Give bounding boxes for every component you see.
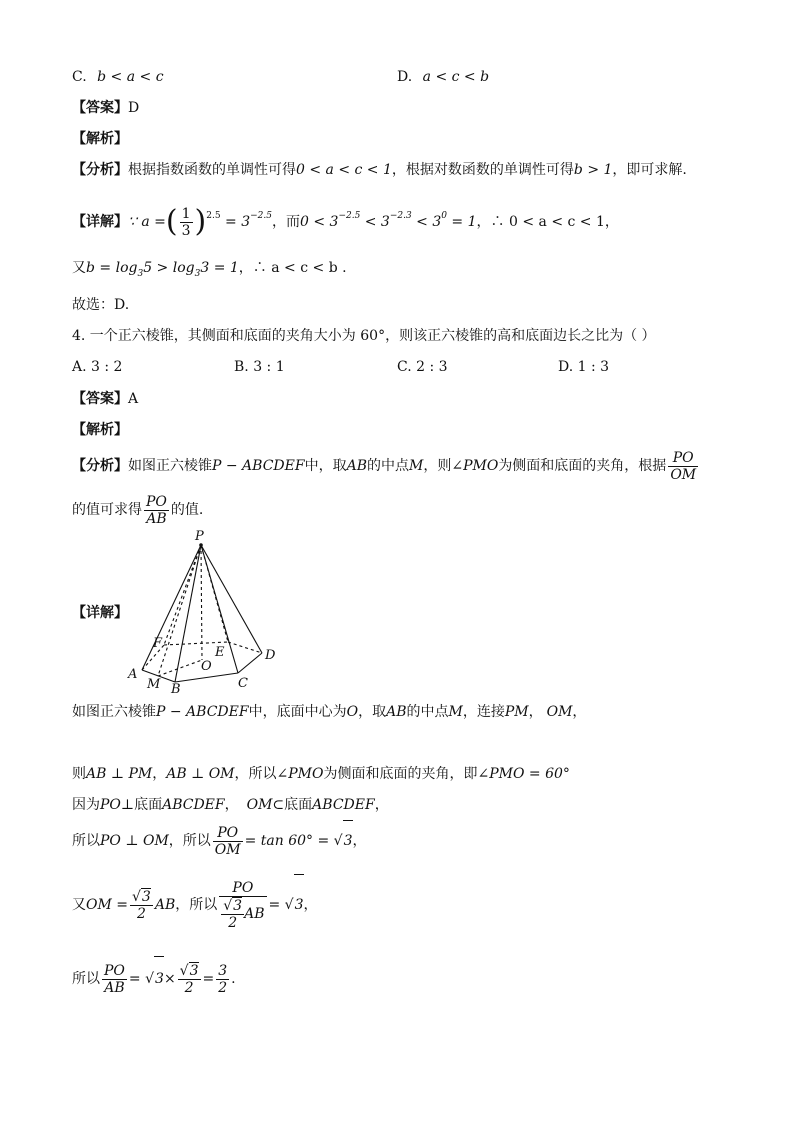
fenxi-math: M [409, 458, 424, 474]
fenxi-text: 如图正六棱锥 [128, 458, 212, 474]
q4-detail-line-1 [72, 702, 586, 722]
q4-detail-line-5: 又OM = $\frac{√3}{2}$ AB，所以 PO $\frac{√3}{2}$ AB = √3， [72, 874, 318, 935]
fraction-po-ab: $\frac{PO}{AB}$ [146, 493, 167, 527]
fenxi-tag: 【分析】 [72, 458, 128, 474]
answer-value: D [128, 100, 140, 116]
detail-math: PM [504, 704, 529, 720]
sqrt-value: 3 [294, 874, 304, 935]
detail-text: 因为 [72, 797, 100, 813]
fraction-po-om: $\frac{PO}{OM}$ [214, 824, 241, 858]
detail-math: OM [246, 797, 273, 813]
label-m: M [147, 677, 161, 692]
fenxi-math: AB [346, 458, 367, 474]
detail-math: O [346, 704, 359, 720]
sqrt-value: 3 [343, 820, 353, 861]
detail-text: ， [374, 797, 389, 813]
detail-math: M [448, 704, 463, 720]
fenxi-math: 0 < a < c < 1 [296, 162, 392, 178]
detail-text: ， [352, 833, 367, 849]
detail-text: ， [528, 704, 543, 720]
q3-fenxi [72, 160, 687, 180]
detail-tag: 【详解】 [72, 214, 128, 230]
label-b: B [171, 682, 181, 697]
q3-detail-line-2: 又$b = \log_35 > \log_33 = 1$，∴ a < c < b . [72, 260, 347, 279]
detail-math: AB [386, 704, 407, 720]
fraction-sqrt3-over-2: $\frac{√3}{2}$ [132, 889, 151, 922]
option-d-expression: a < c < b [422, 69, 490, 85]
detail-text: ，连接 [462, 704, 505, 720]
option-c-expression: b < a < c [97, 69, 164, 85]
fenxi-text: 的中点 [367, 458, 409, 474]
fraction-sqrt3-over-2: $\frac{√3}{2}$ [179, 963, 199, 996]
detail-text: ， [572, 704, 587, 720]
detail-text: 又 [72, 897, 86, 913]
detail-text: ，所以 [234, 766, 277, 782]
detail-text: ， [303, 897, 318, 913]
detail-text: ，所以 [175, 897, 218, 913]
answer-tag: 【答案】 [72, 391, 128, 407]
fenxi-tag: 【分析】 [72, 162, 128, 178]
detail-text: ，所以 [168, 833, 211, 849]
detail-math: ABCDEF [162, 797, 225, 813]
option-c-letter: C. [72, 69, 87, 85]
fenxi-text: ，根据对数函数的单调性可得 [391, 162, 574, 178]
detail-math: OM [546, 704, 573, 720]
detail-text: 中，底面中心为 [248, 704, 347, 720]
label-f: F [153, 636, 163, 651]
fenxi-math: P − ABCDEF [212, 458, 305, 474]
fraction-po-om: $\frac{PO}{OM}$ [670, 449, 697, 483]
label-p: P [195, 529, 204, 544]
detail-text: ⊂底面 [272, 797, 313, 813]
detail-math: AB ⊥ OM [166, 766, 235, 782]
detail-math: ABCDEF [312, 797, 375, 813]
detail-math: PO [100, 797, 121, 813]
detail-tag: 【详解】 [72, 605, 128, 621]
q4-analysis-heading [72, 420, 128, 440]
answer-tag: 【答案】 [72, 100, 128, 116]
fraction-3-over-2: $\frac{3}{2}$ [218, 962, 228, 996]
label-d: D [265, 648, 276, 663]
analysis-tag: 【解析】 [72, 422, 128, 438]
fenxi-text: ，即可求解. [612, 162, 687, 178]
detail-math: = tan 60° = [244, 833, 330, 849]
fenxi-text: 根据指数函数的单调性可得 [128, 162, 296, 178]
label-a: A [128, 667, 138, 682]
detail-text: 为侧面和底面的夹角，即 [323, 766, 478, 782]
detail-text: 则 [72, 766, 86, 782]
detail-text: ⊥底面 [120, 797, 163, 813]
detail-math: AB [154, 897, 176, 913]
q4-option-a: A. 3 : 2 [72, 359, 123, 375]
fenxi-math: b > 1 [573, 162, 613, 178]
q4-detail-line-4: 所以PO ⊥ OM，所以 $\frac{PO}{OM}$ = tan 60° = √3， [72, 820, 367, 861]
q3-detail-line-1: 【详解】∵ a =( $\frac{1}{3}$ )$^{2.5} = 3^{-2.5}$，而$0 < 3^{-2.5} < 3^{-2.3} < 3^0 = 1$，∴ 0 < a < c < 1， [72, 204, 619, 239]
q4-detail-line-6: 所以 $\frac{PO}{AB}$ = √3× $\frac{√3}{2}$ = $\frac{3}{2}$ . [72, 956, 236, 1001]
fenxi-text: 的值. [170, 502, 204, 518]
q4-fenxi-line-2 [72, 490, 203, 530]
detail-text: 所以 [72, 833, 100, 849]
sqrt-value: 3 [154, 956, 164, 1001]
detail-math: = [128, 971, 141, 987]
q4-stem: 4. 一个正六棱锥，其侧面和底面的夹角大小为 60°，则该正六棱锥的高和底面边长之比为（ ） [72, 328, 656, 344]
fenxi-math: ∠PMO [451, 458, 499, 474]
fenxi-text: ，则 [423, 458, 452, 474]
label-c: C [238, 676, 248, 691]
label-o: O [201, 659, 212, 674]
label-e: E [215, 645, 225, 660]
fenxi-text: 为侧面和底面的夹角，根据 [498, 458, 667, 474]
detail-text: ，∴ a < c < b . [238, 260, 347, 276]
detail-text: ，而 [271, 214, 300, 230]
answer-value: A [128, 391, 139, 407]
detail-text: 如图正六棱锥 [72, 704, 156, 720]
detail-text: ， [152, 766, 167, 782]
detail-math: OM = [86, 897, 128, 913]
q3-choose: 故选：D. [72, 297, 130, 313]
q4-option-b: B. 3 : 1 [234, 359, 285, 375]
detail-math: ∠PMO = 60° [477, 766, 570, 782]
detail-text: . [231, 971, 236, 987]
hexagonal-pyramid-figure [120, 525, 295, 700]
detail-text: ，∴ 0 < a < c < 1， [476, 214, 619, 230]
detail-math: ∠PMO [276, 766, 324, 782]
detail-text: ，取 [358, 704, 387, 720]
detail-text: 所以 [72, 971, 100, 987]
fenxi-text: 的值可求得 [72, 502, 142, 518]
detail-math: × [163, 971, 176, 987]
fenxi-text: 中，取 [304, 458, 347, 474]
detail-math: AB ⊥ PM [86, 766, 153, 782]
detail-text: ， [224, 797, 239, 813]
detail-text: 的中点 [406, 704, 449, 720]
q4-answer [72, 389, 138, 409]
q4-option-c: C. 2 : 3 [397, 359, 448, 375]
q4-detail-line-3 [72, 795, 389, 815]
detail-math: = [202, 971, 215, 987]
q3-analysis-heading [72, 129, 128, 149]
fraction-po-over-sqrt3-ab: PO $\frac{√3}{2}$ AB [219, 880, 266, 931]
fraction-po-ab: $\frac{PO}{AB}$ [104, 962, 125, 996]
detail-math: = [268, 897, 281, 913]
option-d-letter: D. [397, 69, 413, 85]
detail-math: P − ABCDEF [156, 704, 249, 720]
q4-option-d: D. 1 : 3 [558, 359, 610, 375]
q4-detail-line-2 [72, 764, 570, 784]
option-d [397, 67, 489, 87]
q4-fenxi-line-1 [72, 446, 700, 486]
analysis-tag: 【解析】 [72, 131, 128, 147]
q3-answer [72, 98, 139, 118]
option-c [72, 67, 164, 87]
detail-text: 又 [72, 260, 86, 276]
fraction-one-third: $\frac{1}{3}$ [181, 205, 191, 239]
detail-math: PO ⊥ OM [100, 833, 169, 849]
